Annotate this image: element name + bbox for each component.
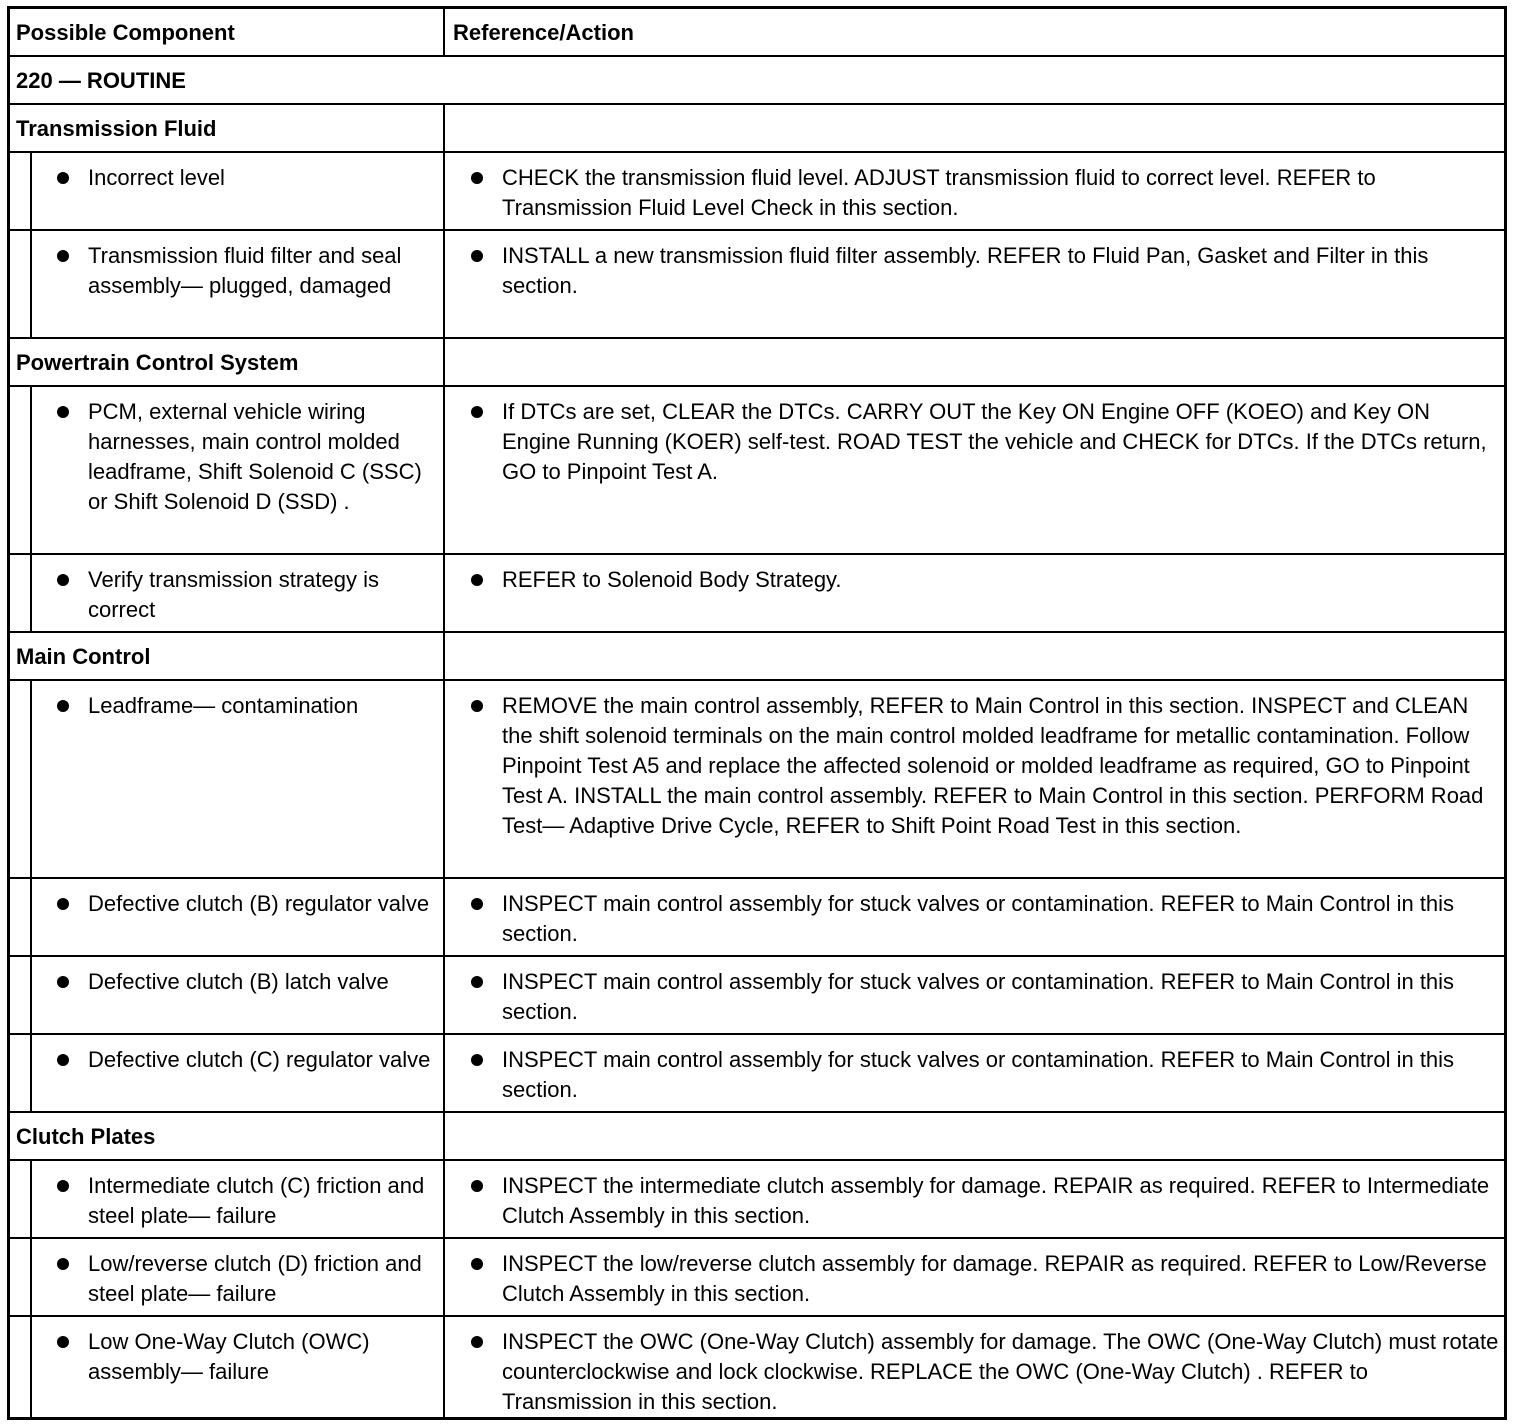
bullet-icon	[471, 898, 483, 910]
bullet-icon	[57, 1054, 69, 1066]
table-header-row	[10, 9, 1504, 55]
column-divider	[443, 231, 445, 337]
component-text: Intermediate clutch (C) friction and steel plate— failure	[88, 1173, 425, 1228]
group-title: Main Control	[16, 644, 151, 669]
bullet-icon	[471, 976, 483, 988]
bullet-icon	[57, 574, 69, 586]
component-text: PCM, external vehicle wiring harnesses, main control molded leadframe, Shift Solenoid C (SSC) or Shift Solenoid D (SSD) .	[88, 399, 422, 514]
component-text: Low/reverse clutch (D) friction and steel plate— failure	[88, 1251, 422, 1306]
indent-line	[30, 387, 32, 553]
table-row	[10, 679, 1504, 877]
table-row	[10, 1159, 1504, 1237]
action-text: INSPECT main control assembly for stuck valves or contamination. REFER to Main Control in this section.	[502, 969, 1455, 1024]
indent-line	[30, 555, 32, 631]
action-text: REFER to Solenoid Body Strategy.	[502, 567, 842, 592]
indent-line	[30, 879, 32, 955]
bullet-icon	[57, 250, 69, 262]
group-row-clutch-plates	[10, 1111, 1504, 1159]
indent-line	[30, 231, 32, 337]
action-text: INSPECT main control assembly for stuck valves or contamination. REFER to Main Control in this section.	[502, 1047, 1455, 1102]
bullet-icon	[471, 1258, 483, 1270]
bullet-icon	[57, 172, 69, 184]
table-row	[10, 385, 1504, 553]
component-text: Defective clutch (C) regulator valve	[88, 1047, 431, 1072]
bullet-icon	[57, 1180, 69, 1192]
section-title-row	[10, 55, 1504, 103]
bullet-icon	[471, 1054, 483, 1066]
indent-line	[30, 1035, 32, 1111]
bullet-icon	[57, 700, 69, 712]
group-title: Transmission Fluid	[16, 116, 217, 141]
table-row	[10, 1033, 1504, 1111]
group-row-powertrain-control-system	[10, 337, 1504, 385]
bullet-icon	[471, 172, 483, 184]
column-divider	[443, 339, 445, 385]
action-text: INSPECT the intermediate clutch assembly for damage. REPAIR as required. REFER to Intermediate Clutch Assembly in this section.	[502, 1173, 1490, 1228]
group-title: Powertrain Control System	[16, 350, 299, 375]
bullet-icon	[57, 1258, 69, 1270]
bullet-icon	[471, 1180, 483, 1192]
indent-line	[30, 681, 32, 877]
column-divider	[443, 153, 445, 229]
bullet-icon	[57, 976, 69, 988]
component-text: Verify transmission strategy is correct	[88, 567, 379, 622]
bullet-icon	[471, 574, 483, 586]
component-text: Low One-Way Clutch (OWC) assembly— failure	[88, 1329, 370, 1384]
bullet-icon	[471, 700, 483, 712]
column-divider	[443, 681, 445, 877]
bullet-icon	[471, 406, 483, 418]
column-divider	[443, 105, 445, 151]
section-title: 220 — ROUTINE	[16, 68, 186, 93]
table-row	[10, 229, 1504, 337]
column-divider	[443, 1239, 445, 1315]
column-divider	[443, 387, 445, 553]
bullet-icon	[57, 898, 69, 910]
component-text: Defective clutch (B) regulator valve	[88, 891, 430, 916]
table-row	[10, 1315, 1504, 1417]
component-text: Defective clutch (B) latch valve	[88, 969, 389, 994]
column-divider	[443, 879, 445, 955]
action-text: INSPECT main control assembly for stuck valves or contamination. REFER to Main Control in this section.	[502, 891, 1455, 946]
column-divider	[443, 1161, 445, 1237]
bullet-icon	[57, 1336, 69, 1348]
bullet-icon	[57, 406, 69, 418]
column-divider	[443, 1113, 445, 1159]
bullet-icon	[471, 250, 483, 262]
component-text: Leadframe— contamination	[88, 693, 359, 718]
table-row	[10, 151, 1504, 229]
column-divider	[443, 957, 445, 1033]
column-divider	[443, 555, 445, 631]
header-reference-action: Reference/Action	[453, 20, 634, 45]
column-divider	[443, 633, 445, 679]
group-row-transmission-fluid	[10, 103, 1504, 151]
action-text: If DTCs are set, CLEAR the DTCs. CARRY OUT the Key ON Engine OFF (KOEO) and Key ON Engine Running (KOER) self-test. ROAD TEST the vehicle and CHECK for DTCs. If the DTCs return, GO to Pinpoint Test A.	[502, 399, 1487, 484]
group-row-main-control	[10, 631, 1504, 679]
column-divider	[443, 1035, 445, 1111]
diagnosis-table	[7, 6, 1507, 1420]
table-row	[10, 877, 1504, 955]
indent-line	[30, 153, 32, 229]
group-title: Clutch Plates	[16, 1124, 156, 1149]
component-text: Incorrect level	[88, 165, 225, 190]
table-row	[10, 1237, 1504, 1315]
table-row	[10, 955, 1504, 1033]
indent-line	[30, 1239, 32, 1315]
column-divider	[443, 1317, 445, 1417]
indent-line	[30, 1161, 32, 1237]
action-text: INSPECT the OWC (One-Way Clutch) assembly for damage. The OWC (One-Way Clutch) must rotate counterclockwise and lock clockwise. REPLACE the OWC (One-Way Clutch) . REFER to Transmission in this section.	[502, 1329, 1499, 1414]
action-text: INSPECT the low/reverse clutch assembly for damage. REPAIR as required. REFER to Low/Reverse Clutch Assembly in this section.	[502, 1251, 1487, 1306]
table-row	[10, 553, 1504, 631]
indent-line	[30, 957, 32, 1033]
action-text: INSTALL a new transmission fluid filter assembly. REFER to Fluid Pan, Gasket and Filter in this section.	[502, 243, 1429, 298]
column-divider	[443, 9, 445, 55]
header-possible-component: Possible Component	[16, 20, 235, 45]
action-text: CHECK the transmission fluid level. ADJUST transmission fluid to correct level. REFER to Transmission Fluid Level Check in this section.	[502, 165, 1376, 220]
component-text: Transmission fluid filter and seal assembly— plugged, damaged	[88, 243, 402, 298]
bullet-icon	[471, 1336, 483, 1348]
indent-line	[30, 1317, 32, 1417]
action-text: REMOVE the main control assembly, REFER to Main Control in this section. INSPECT and CLEAN the shift solenoid terminals on the main control molded leadframe for metallic contamination. Follow Pinpoint Test A5 and replace the affected solenoid or molded leadframe as required, GO to Pinpoint Test A. INSTALL the main control assembly. REFER to Main Control in this section. PERFORM Road Test— Adaptive Drive Cycle, REFER to Shift Point Road Test in this section.	[502, 693, 1484, 838]
